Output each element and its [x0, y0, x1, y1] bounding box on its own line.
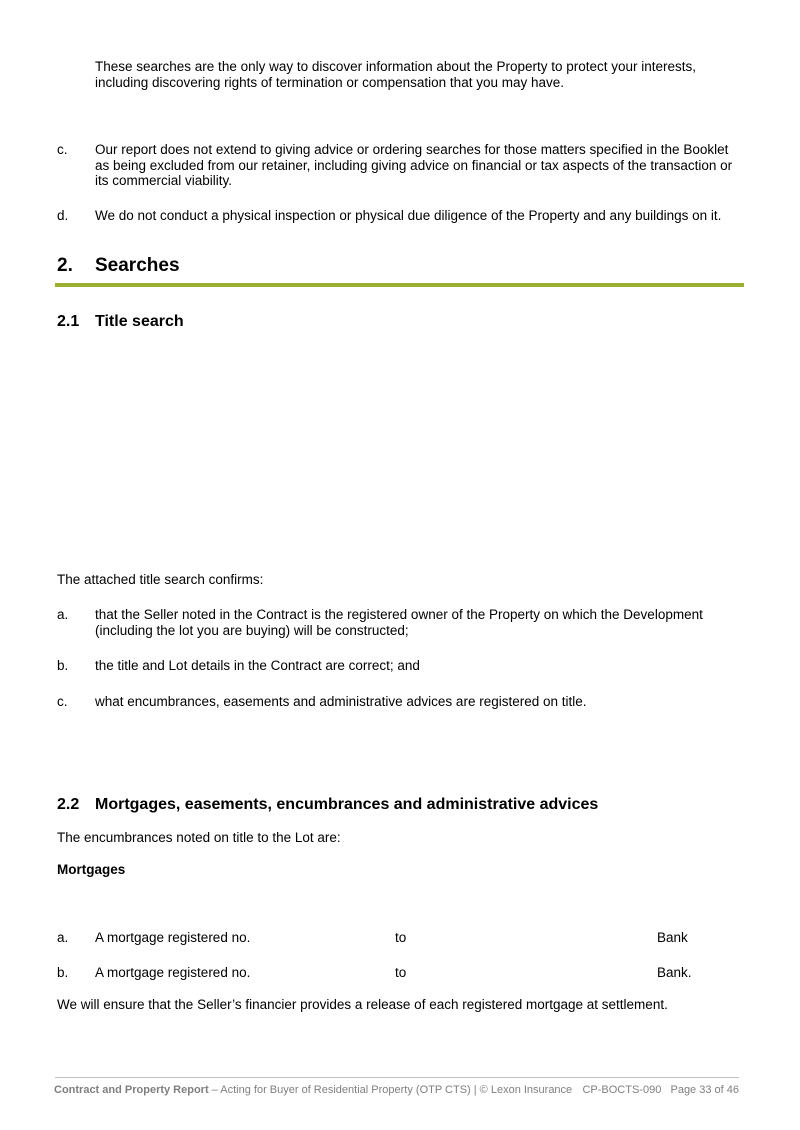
section-heading-searches [57, 255, 180, 277]
title-search-lead: The attached title search confirms: [57, 572, 264, 587]
list-item-text: We do not conduct a physical inspection or physical due diligence of the Property and any buildings on it. [95, 208, 722, 223]
subsection-title: Mortgages, easements, encumbrances and administrative advices [95, 796, 599, 813]
section-divider [55, 283, 744, 287]
mortgage-text: A mortgage registered no. [95, 930, 251, 945]
footer-doc-subtitle: – Acting for Buyer of Residential Property (OTP CTS) | © Lexon Insurance [208, 1084, 573, 1096]
footer-doc-title: Contract and Property Report [54, 1084, 209, 1096]
list-item-text: the title and Lot details in the Contract are correct; and [95, 658, 420, 673]
mortgage-label: a. [57, 930, 69, 945]
mortgage-closing: We will ensure that the Seller’s financier provides a release of each registered mortgage at settlement. [57, 997, 668, 1012]
list-item-label: a. [57, 607, 69, 622]
subsection-heading-mortgages [57, 796, 598, 814]
subsection-number: 2.2 [57, 796, 80, 813]
section-title: Searches [95, 255, 180, 276]
encumbrances-lead: The encumbrances noted on title to the Lot are: [57, 830, 341, 845]
mortgage-bank: Bank [657, 930, 688, 945]
intro-paragraph: These searches are the only way to discover information about the Property to protect your interests, including discovering rights of termination or compensation that you may have. [95, 59, 697, 90]
list-item-label: d. [57, 208, 69, 223]
mortgages-subheading: Mortgages [57, 862, 126, 877]
subsection-heading-title-search [57, 313, 184, 331]
footer-right [582, 1084, 739, 1096]
footer-page-number: Page 33 of 46 [670, 1084, 739, 1096]
list-item-label: b. [57, 658, 69, 673]
list-item-label: c. [57, 142, 68, 157]
subsection-title: Title search [95, 313, 184, 330]
mortgage-text: A mortgage registered no. [95, 965, 251, 980]
mortgage-to: to [395, 965, 407, 980]
section-number: 2. [57, 255, 73, 276]
list-item-label: c. [57, 694, 68, 709]
mortgage-bank: Bank. [657, 965, 692, 980]
footer-left [54, 1084, 572, 1096]
list-item-text: what encumbrances, easements and administrative advices are registered on title. [95, 694, 587, 709]
subsection-number: 2.1 [57, 313, 80, 330]
footer-code: CP-BOCTS-090 [582, 1084, 662, 1096]
footer-divider [55, 1077, 739, 1078]
mortgage-to: to [395, 930, 407, 945]
list-item-text: Our report does not extend to giving advice or ordering searches for those matters specified in the Booklet as being excluded from our retainer, including giving advice on financial or tax aspects of the transaction or its commercial viability. [95, 142, 733, 188]
mortgage-label: b. [57, 965, 69, 980]
list-item-text: that the Seller noted in the Contract is the registered owner of the Property on which the Development (including the lot you are buying) will be constructed; [95, 607, 703, 638]
